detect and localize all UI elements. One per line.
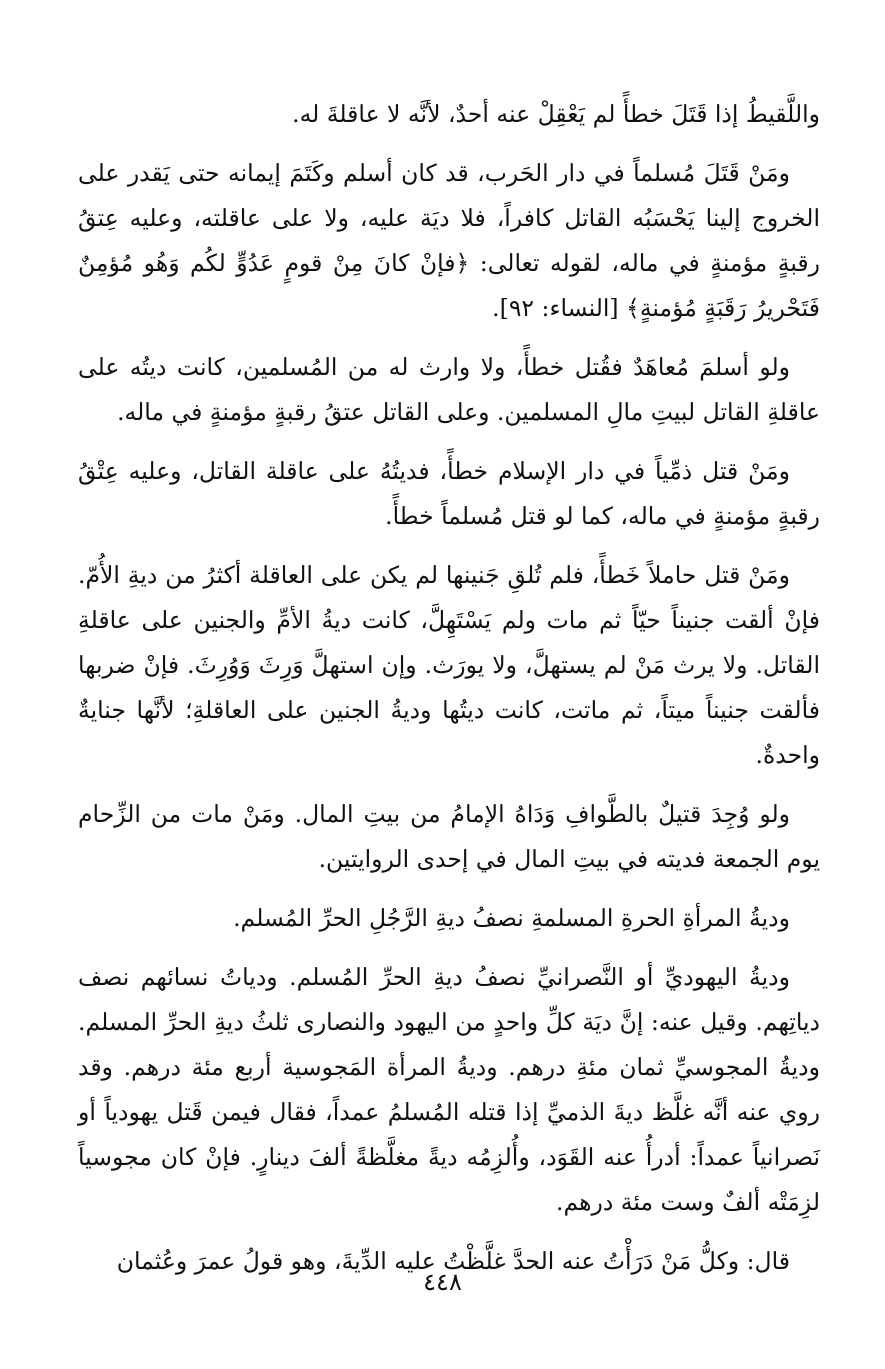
paragraph-3: ولو أسلمَ مُعاهَدٌ فقُتل خطأً، ولا وارث له من المُسلمين، كانت ديتُه على عاقلةِ القاتل لبيتِ مالِ المسلمين. وعلى القاتل عتقُ رقبةٍ مؤمنةٍ في ماله. <box>78 353 820 426</box>
paragraph-7: وديةُ المرأةِ الحرةِ المسلمةِ نصفُ ديةِ الرَّجُلِ الحرِّ المُسلم. <box>233 904 790 932</box>
paragraph-9: قال: وكلُّ مَنْ دَرَأْتُ عنه الحدَّ غلَّظْتُ عليه الدِّيةَ، وهو قولُ عمرَ وعُثمان <box>116 1247 790 1275</box>
paragraph-1: واللَّقيطُ إذا قَتَلَ خطأً لم يَعْقِلْ عنه أحدٌ، لأنَّه لا عاقلةَ له. <box>292 100 820 128</box>
paragraph-6: ولو وُجِدَ قتيلٌ بالطَّوافِ وَدَاهُ الإمامُ من بيتِ المال. ومَنْ مات من الزِّحام يوم الجمعة فديته في بيتِ المال في إحدى الروايتين. <box>78 800 820 873</box>
paragraph-8: وديةُ اليهوديِّ أو النَّصرانيِّ نصفُ ديةِ الحرِّ المُسلم. ودياتُ نسائهم نصف دياتِهم. وقيل عنه: إنَّ ديَة كلِّ واحدٍ من اليهود والنصارى ثلثُ ديةِ الحرِّ المسلم. وديةُ المجوسيِّ ثمان مئةِ درهم. وديةُ المرأة المَجوسية أربع مئة درهم. وقد روي عنه أنَّه غلَّظ ديةَ الذميِّ إذا قتله المُسلمُ عمداً، فقال فيمن قَتل يهودياً أو نَصرانياً عمداً: أدرأُ عنه القَوَد، وأُلزِمُه ديةً مغلَّظةً ألفَ دينارٍ. فإنْ كان مجوسياً لزِمَتْه ألفٌ وست مئة درهم. <box>78 963 820 1216</box>
paragraph-4: ومَنْ قتل ذمِّياً في دار الإسلام خطأً، فديتُهُ على عاقلة القاتل، وعليه عِتْقُ رقبةٍ مؤمنةٍ في ماله، كما لو قتل مُسلماً خطأً. <box>78 457 820 530</box>
page-text-column <box>78 92 820 1284</box>
paragraph-5: ومَنْ قتل حاملاً خَطأً، فلم تُلقِ جَنينها لم يكن على العاقلة أكثرُ من ديةِ الأُمّ. فإنْ ألقت جنيناً حيّاً ثم مات ولم يَسْتَهِلَّ، كانت ديةُ الأمِّ والجنين على عاقلةِ القاتل. ولا يرث مَنْ لم يستهلَّ، ولا يورَث. وإن استهلَّ وَرِثَ وَوُرِثَ. فإنْ ضربها فألقت جنيناً ميتاً، ثم ماتت، كانت ديتُها وديةُ الجنين على العاقلةِ؛ لأنَّها جنايةٌ واحدةٌ. <box>78 561 820 769</box>
paragraph-2: ومَنْ قَتَلَ مُسلماً في دار الحَرب، قد كان أسلم وكَتَمَ إيمانه حتى يَقدر على الخروج إلينا يَحْسَبُه القاتل كافراً، فلا ديَة عليه، ولا على عاقلته، وعليه عِتقُ رقبةٍ مؤمنةٍ في ماله، لقوله تعالى: ﴿فإنْ كانَ مِنْ قومٍ عَدُوٍّ لكُم وَهُو مُؤمِنٌ فَتَحْريرُ رَقَبَةٍ مُؤمنةٍ﴾ [النساء: ٩٢]. <box>78 159 820 322</box>
page-number: ٤٤٨ <box>423 1268 462 1296</box>
